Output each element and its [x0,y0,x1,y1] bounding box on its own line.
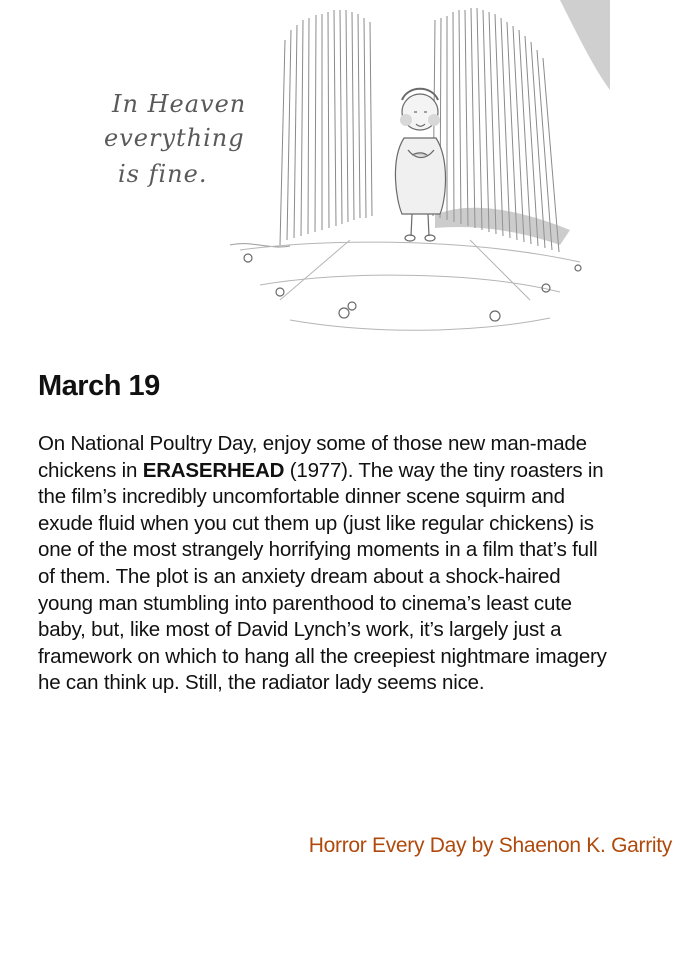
handwritten-line-2: everything [104,124,245,152]
film-title: ERASERHEAD [142,458,285,482]
pencil-illustration [90,0,610,345]
entry-text-intro: On National Poultry Day, enjoy some of those new man-made chickens in [38,432,587,482]
entry-date: March 19 [38,370,160,402]
credit-line: Horror Every Day by Shaenon K. Garrity [308,834,672,857]
lady-in-radiator-drawing [90,0,610,345]
stage-floor [240,240,580,330]
entry-body [38,431,608,697]
shadow-corner [560,0,610,90]
entry-text-main: (1977). The way the tiny roasters in the film’s incredibly uncomfortable dinner scene squirm and exude fluid when you cut them up (just like regular chickens) is one of the most strangely horrifying moments in a film that’s full of them. The plot is an anxiety dream about a shock-haired young man stumbling into parenthood to cinema’s least cute baby, but, like most of David Lynch’s work, it’s largely just a framework on which to hang all the creepiest nightmare imagery he can think up. Still, the radiator lady seems nice. [38,458,607,695]
handwritten-line-3: is fine. [118,160,208,188]
handwritten-line-1: In Heaven [112,90,247,118]
